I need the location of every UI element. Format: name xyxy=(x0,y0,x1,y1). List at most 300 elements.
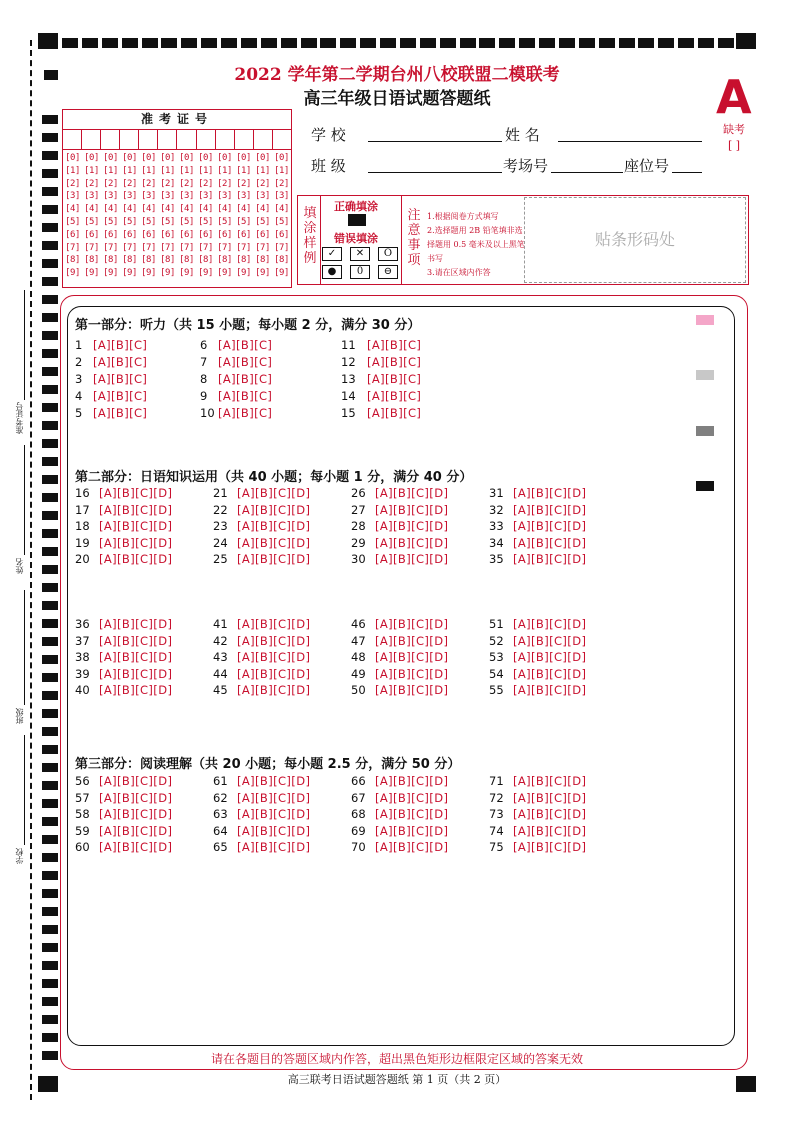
option-bubbles[interactable]: [A][B][C][D] xyxy=(99,617,173,631)
id-digit-bubble[interactable]: [0] xyxy=(141,153,156,163)
question-56[interactable] xyxy=(75,774,172,788)
id-digit-bubble[interactable]: [1] xyxy=(255,165,270,176)
id-digit-bubble[interactable]: [6] xyxy=(122,229,137,240)
question-59[interactable] xyxy=(75,824,172,838)
id-write-cell[interactable] xyxy=(254,130,273,149)
id-digit-bubble[interactable]: [2] xyxy=(84,178,99,189)
id-digit-bubble[interactable]: [0] xyxy=(65,153,80,163)
id-digit-bubble[interactable]: [0] xyxy=(217,153,232,163)
id-digit-bubble[interactable]: [9] xyxy=(122,268,137,279)
question-45[interactable] xyxy=(213,683,310,697)
id-digit-bubble[interactable]: [5] xyxy=(103,216,118,227)
id-digit-bubble[interactable]: [1] xyxy=(141,165,156,176)
option-bubbles[interactable]: [A][B][C][D] xyxy=(99,486,173,500)
id-write-cell[interactable] xyxy=(235,130,254,149)
question-23[interactable] xyxy=(213,519,310,533)
id-digit-bubble[interactable]: [8] xyxy=(274,255,289,266)
id-digit-bubble[interactable]: [2] xyxy=(179,178,194,189)
id-write-cell[interactable] xyxy=(197,130,216,149)
id-digit-bubble[interactable]: [9] xyxy=(255,268,270,279)
option-bubbles[interactable]: [A][B][C][D] xyxy=(375,683,449,698)
question-3[interactable] xyxy=(75,372,147,386)
id-digit-bubble[interactable]: [9] xyxy=(84,268,99,279)
id-digit-bubble[interactable]: [6] xyxy=(141,229,156,240)
question-43[interactable] xyxy=(213,650,310,664)
question-57[interactable] xyxy=(75,791,172,805)
option-bubbles[interactable]: [A][B][C][D] xyxy=(375,552,449,567)
id-digit-bubble[interactable]: [7] xyxy=(84,242,99,253)
option-bubbles[interactable]: [A][B][C][D] xyxy=(99,840,173,855)
id-digit-bubble[interactable]: [2] xyxy=(274,178,289,189)
question-number: 63 xyxy=(213,807,228,822)
id-digit-bubble[interactable]: [0] xyxy=(255,153,270,163)
option-bubbles[interactable]: [A][B][C][D] xyxy=(375,535,449,550)
question-28[interactable] xyxy=(351,519,448,533)
id-digit-bubble[interactable]: [7] xyxy=(141,242,156,253)
id-digit-bubble[interactable]: [3] xyxy=(84,191,99,202)
question-73[interactable] xyxy=(489,807,586,821)
question-26[interactable] xyxy=(351,486,448,500)
id-digit-bubble[interactable]: [9] xyxy=(65,268,80,279)
option-bubbles[interactable]: [A][B][C][D] xyxy=(237,790,311,805)
option-bubbles[interactable]: [A][B][C] xyxy=(93,372,148,386)
option-bubbles[interactable]: [A][B][C][D] xyxy=(237,502,311,517)
id-digit-bubble[interactable]: [3] xyxy=(255,191,270,202)
question-68[interactable] xyxy=(351,807,448,821)
question-32[interactable] xyxy=(489,503,586,517)
question-21[interactable] xyxy=(213,486,310,500)
option-bubbles[interactable]: [A][B][C] xyxy=(218,389,273,403)
id-digit-bubble[interactable]: [3] xyxy=(141,191,156,202)
option-bubbles[interactable]: [A][B][C][D] xyxy=(99,683,173,698)
id-digit-bubble[interactable]: [8] xyxy=(65,255,80,266)
option-bubbles[interactable]: [A][B][C] xyxy=(93,338,148,352)
option-bubbles[interactable]: [A][B][C][D] xyxy=(237,535,311,550)
id-digit-bubble[interactable]: [9] xyxy=(217,268,232,279)
id-digit-bubble[interactable]: [0] xyxy=(84,153,99,163)
question-48[interactable] xyxy=(351,650,448,664)
question-29[interactable] xyxy=(351,536,448,550)
question-12[interactable] xyxy=(341,355,421,369)
id-digit-bubble[interactable]: [2] xyxy=(160,178,175,189)
side-line xyxy=(24,290,25,400)
id-digit-bubble[interactable]: [4] xyxy=(179,204,194,215)
question-39[interactable] xyxy=(75,667,172,681)
option-bubbles[interactable]: [A][B][C][D] xyxy=(513,683,587,698)
id-digit-bubble[interactable]: [4] xyxy=(255,204,270,215)
question-66[interactable] xyxy=(351,774,448,788)
option-bubbles[interactable]: [A][B][C][D] xyxy=(513,823,587,838)
id-digit-bubble[interactable]: [6] xyxy=(84,229,99,240)
option-bubbles[interactable]: [A][B][C][D] xyxy=(237,774,311,788)
option-bubbles[interactable]: [A][B][C][D] xyxy=(237,666,311,681)
id-write-cell[interactable] xyxy=(273,130,291,149)
question-62[interactable] xyxy=(213,791,310,805)
id-digit-bubble[interactable]: [2] xyxy=(217,178,232,189)
option-bubbles[interactable]: [A][B][C][D] xyxy=(375,790,449,805)
id-digit-bubble[interactable]: [5] xyxy=(255,216,270,227)
option-bubbles[interactable]: [A][B][C][D] xyxy=(237,683,311,698)
id-digit-bubble[interactable]: [7] xyxy=(179,242,194,253)
id-digit-bubble[interactable]: [5] xyxy=(160,216,175,227)
id-digit-bubble[interactable]: [8] xyxy=(84,255,99,266)
question-50[interactable] xyxy=(351,683,448,697)
id-digit-bubble[interactable]: [2] xyxy=(103,178,118,189)
exam-id-bubbles[interactable] xyxy=(63,150,291,280)
id-digit-bubble[interactable]: [2] xyxy=(65,178,80,189)
question-7[interactable] xyxy=(200,355,272,369)
id-digit-bubble[interactable]: [2] xyxy=(236,178,251,189)
id-digit-bubble[interactable]: [4] xyxy=(103,204,118,215)
id-digit-bubble[interactable]: [5] xyxy=(236,216,251,227)
id-digit-bubble[interactable]: [1] xyxy=(160,165,175,176)
id-digit-bubble[interactable]: [5] xyxy=(65,216,80,227)
question-30[interactable] xyxy=(351,552,448,566)
id-digit-bubble[interactable]: [8] xyxy=(217,255,232,266)
school-field[interactable] xyxy=(368,140,502,142)
id-digit-bubble[interactable]: [9] xyxy=(141,268,156,279)
option-bubbles[interactable]: [A][B][C][D] xyxy=(237,823,311,838)
id-digit-bubble[interactable]: [0] xyxy=(103,153,118,163)
id-digit-bubble[interactable]: [4] xyxy=(236,204,251,215)
question-34[interactable] xyxy=(489,536,586,550)
option-bubbles[interactable]: [A][B][C][D] xyxy=(237,552,311,567)
id-digit-bubble[interactable]: [3] xyxy=(198,191,213,202)
question-55[interactable] xyxy=(489,683,586,697)
question-53[interactable] xyxy=(489,650,586,664)
id-digit-bubble[interactable]: [8] xyxy=(103,255,118,266)
option-bubbles[interactable]: [A][B][C][D] xyxy=(375,823,449,838)
name-field[interactable] xyxy=(558,140,702,142)
option-bubbles[interactable]: [A][B][C][D] xyxy=(99,823,173,838)
id-digit-bubble[interactable]: [1] xyxy=(122,165,137,176)
id-digit-bubble[interactable]: [8] xyxy=(179,255,194,266)
question-8[interactable] xyxy=(200,372,272,386)
id-digit-bubble[interactable]: [2] xyxy=(255,178,270,189)
id-digit-bubble[interactable]: [7] xyxy=(255,242,270,253)
id-digit-bubble[interactable]: [8] xyxy=(255,255,270,266)
option-bubbles[interactable]: [A][B][C][D] xyxy=(99,666,173,681)
question-14[interactable] xyxy=(341,389,421,403)
option-bubbles[interactable]: [A][B][C][D] xyxy=(237,519,311,534)
question-37[interactable] xyxy=(75,634,172,648)
id-digit-bubble[interactable]: [0] xyxy=(122,153,137,163)
option-bubbles[interactable]: [A][B][C] xyxy=(218,355,273,369)
id-digit-bubble[interactable]: [4] xyxy=(217,204,232,215)
option-bubbles[interactable]: [A][B][C][D] xyxy=(99,807,173,822)
id-digit-bubble[interactable]: [5] xyxy=(141,216,156,227)
question-72[interactable] xyxy=(489,791,586,805)
question-46[interactable] xyxy=(351,617,448,631)
id-digit-bubble[interactable]: [3] xyxy=(217,191,232,202)
option-bubbles[interactable]: [A][B][C][D] xyxy=(375,617,449,631)
question-67[interactable] xyxy=(351,791,448,805)
absent-box[interactable]: [ ] xyxy=(727,139,741,152)
question-36[interactable] xyxy=(75,617,172,631)
option-bubbles[interactable]: [A][B][C][D] xyxy=(375,840,449,855)
option-bubbles[interactable]: [A][B][C][D] xyxy=(513,650,587,665)
class-field[interactable] xyxy=(368,171,502,173)
option-bubbles[interactable]: [A][B][C][D] xyxy=(99,502,173,517)
id-digit-bubble[interactable]: [4] xyxy=(65,204,80,215)
question-33[interactable] xyxy=(489,519,586,533)
question-1[interactable] xyxy=(75,338,147,352)
id-write-cell[interactable] xyxy=(177,130,196,149)
option-bubbles[interactable]: [A][B][C][D] xyxy=(513,486,587,500)
option-bubbles[interactable]: [A][B][C][D] xyxy=(237,650,311,665)
id-digit-bubble[interactable]: [3] xyxy=(122,191,137,202)
id-digit-bubble[interactable]: [3] xyxy=(103,191,118,202)
id-write-cell[interactable] xyxy=(101,130,120,149)
id-write-cell[interactable] xyxy=(120,130,139,149)
id-digit-bubble[interactable]: [1] xyxy=(84,165,99,176)
id-digit-bubble[interactable]: [1] xyxy=(65,165,80,176)
question-18[interactable] xyxy=(75,519,172,533)
id-digit-bubble[interactable]: [6] xyxy=(255,229,270,240)
option-bubbles[interactable]: [A][B][C] xyxy=(367,406,422,420)
option-bubbles[interactable]: [A][B][C][D] xyxy=(375,519,449,534)
question-42[interactable] xyxy=(213,634,310,648)
id-digit-bubble[interactable]: [6] xyxy=(236,229,251,240)
question-20[interactable] xyxy=(75,552,172,566)
question-6[interactable] xyxy=(200,338,272,352)
option-bubbles[interactable]: [A][B][C][D] xyxy=(99,790,173,805)
id-digit-bubble[interactable]: [1] xyxy=(103,165,118,176)
seat-field[interactable] xyxy=(672,171,702,173)
absent-mark[interactable] xyxy=(714,122,754,154)
timing-mark xyxy=(42,925,58,934)
question-65[interactable] xyxy=(213,840,310,854)
question-40[interactable] xyxy=(75,683,172,697)
id-digit-bubble[interactable]: [7] xyxy=(198,242,213,253)
question-61[interactable] xyxy=(213,774,310,788)
question-47[interactable] xyxy=(351,634,448,648)
id-digit-bubble[interactable]: [2] xyxy=(122,178,137,189)
id-digit-bubble[interactable]: [5] xyxy=(198,216,213,227)
id-digit-bubble[interactable]: [1] xyxy=(179,165,194,176)
question-17[interactable] xyxy=(75,503,172,517)
option-bubbles[interactable]: [A][B][C][D] xyxy=(375,650,449,665)
option-bubbles[interactable]: [A][B][C][D] xyxy=(513,617,587,631)
exam-room-field[interactable] xyxy=(551,171,623,173)
id-digit-bubble[interactable]: [2] xyxy=(141,178,156,189)
id-write-cell[interactable] xyxy=(158,130,177,149)
id-digit-bubble[interactable]: [1] xyxy=(274,165,289,176)
id-digit-bubble[interactable]: [8] xyxy=(198,255,213,266)
id-digit-bubble[interactable]: [8] xyxy=(160,255,175,266)
question-44[interactable] xyxy=(213,667,310,681)
option-bubbles[interactable]: [A][B][C] xyxy=(218,406,273,420)
question-51[interactable] xyxy=(489,617,586,631)
option-bubbles[interactable]: [A][B][C] xyxy=(93,406,148,420)
id-digit-bubble[interactable]: [6] xyxy=(103,229,118,240)
question-5[interactable] xyxy=(75,406,147,420)
option-bubbles[interactable]: [A][B][C] xyxy=(218,338,273,352)
id-digit-bubble[interactable]: [9] xyxy=(274,268,289,279)
option-bubbles[interactable]: [A][B][C][D] xyxy=(513,840,587,855)
option-bubbles[interactable]: [A][B][C][D] xyxy=(237,617,311,631)
id-digit-bubble[interactable]: [3] xyxy=(179,191,194,202)
id-digit-bubble[interactable]: [5] xyxy=(217,216,232,227)
option-bubbles[interactable]: [A][B][C][D] xyxy=(513,666,587,681)
option-bubbles[interactable]: [A][B][C] xyxy=(367,372,422,386)
question-58[interactable] xyxy=(75,807,172,821)
question-4[interactable] xyxy=(75,389,147,403)
id-digit-bubble[interactable]: [6] xyxy=(198,229,213,240)
id-digit-bubble[interactable]: [8] xyxy=(141,255,156,266)
option-bubbles[interactable]: [A][B][C] xyxy=(93,389,148,403)
question-70[interactable] xyxy=(351,840,448,854)
option-bubbles[interactable]: [A][B][C][D] xyxy=(99,535,173,550)
question-9[interactable] xyxy=(200,389,272,403)
question-54[interactable] xyxy=(489,667,586,681)
id-digit-bubble[interactable]: [6] xyxy=(274,229,289,240)
id-digit-bubble[interactable]: [3] xyxy=(65,191,80,202)
option-bubbles[interactable]: [A][B][C][D] xyxy=(375,486,449,500)
id-digit-bubble[interactable]: [6] xyxy=(65,229,80,240)
option-bubbles[interactable]: [A][B][C] xyxy=(367,338,422,352)
id-digit-bubble[interactable]: [9] xyxy=(103,268,118,279)
option-bubbles[interactable]: [A][B][C][D] xyxy=(99,650,173,665)
option-bubbles[interactable]: [A][B][C] xyxy=(367,389,422,403)
id-digit-bubble[interactable]: [4] xyxy=(198,204,213,215)
question-number: 42 xyxy=(213,633,228,648)
id-digit-bubble[interactable]: [5] xyxy=(274,216,289,227)
question-25[interactable] xyxy=(213,552,310,566)
question-19[interactable] xyxy=(75,536,172,550)
option-bubbles[interactable]: [A][B][C] xyxy=(367,355,422,369)
id-write-cell[interactable] xyxy=(216,130,235,149)
option-bubbles[interactable]: [A][B][C][D] xyxy=(237,633,311,648)
question-24[interactable] xyxy=(213,536,310,550)
id-digit-bubble[interactable]: [8] xyxy=(122,255,137,266)
option-bubbles[interactable]: [A][B][C][D] xyxy=(375,666,449,681)
left-timing-marks xyxy=(42,115,58,1069)
question-60[interactable] xyxy=(75,840,172,854)
question-27[interactable] xyxy=(351,503,448,517)
question-10[interactable] xyxy=(200,406,272,420)
option-bubbles[interactable]: [A][B][C][D] xyxy=(237,807,311,822)
question-number: 34 xyxy=(489,535,504,550)
option-bubbles[interactable]: [A][B][C] xyxy=(218,372,273,386)
id-digit-bubble[interactable]: [0] xyxy=(179,153,194,163)
question-75[interactable] xyxy=(489,840,586,854)
option-bubbles[interactable]: [A][B][C][D] xyxy=(375,502,449,517)
option-bubbles[interactable]: [A][B][C][D] xyxy=(375,633,449,648)
id-digit-bubble[interactable]: [3] xyxy=(160,191,175,202)
id-digit-bubble[interactable]: [2] xyxy=(198,178,213,189)
id-digit-bubble[interactable]: [0] xyxy=(236,153,251,163)
question-69[interactable] xyxy=(351,824,448,838)
option-bubbles[interactable]: [A][B][C][D] xyxy=(513,633,587,648)
id-digit-bubble[interactable]: [0] xyxy=(274,153,289,163)
id-digit-bubble[interactable]: [9] xyxy=(160,268,175,279)
question-52[interactable] xyxy=(489,634,586,648)
option-bubbles[interactable]: [A][B][C][D] xyxy=(237,840,311,855)
question-41[interactable] xyxy=(213,617,310,631)
question-64[interactable] xyxy=(213,824,310,838)
id-digit-bubble[interactable]: [5] xyxy=(84,216,99,227)
id-digit-bubble[interactable]: [6] xyxy=(160,229,175,240)
question-number: 54 xyxy=(489,666,504,681)
question-31[interactable] xyxy=(489,486,586,500)
timing-mark xyxy=(42,187,58,196)
id-digit-bubble[interactable]: [4] xyxy=(274,204,289,215)
option-bubbles[interactable]: [A][B][C][D] xyxy=(375,774,449,788)
id-digit-bubble[interactable]: [9] xyxy=(198,268,213,279)
id-column xyxy=(215,152,234,280)
id-digit-bubble[interactable]: [7] xyxy=(217,242,232,253)
question-71[interactable] xyxy=(489,774,586,788)
option-bubbles[interactable]: [A][B][C][D] xyxy=(513,519,587,534)
option-bubbles[interactable]: [A][B][C] xyxy=(93,355,148,369)
option-bubbles[interactable]: [A][B][C][D] xyxy=(513,502,587,517)
id-digit-bubble[interactable]: [7] xyxy=(274,242,289,253)
id-digit-bubble[interactable]: [5] xyxy=(179,216,194,227)
question-15[interactable] xyxy=(341,406,421,420)
id-digit-bubble[interactable]: [8] xyxy=(236,255,251,266)
question-22[interactable] xyxy=(213,503,310,517)
question-38[interactable] xyxy=(75,650,172,664)
id-digit-bubble[interactable]: [3] xyxy=(274,191,289,202)
id-digit-bubble[interactable]: [1] xyxy=(198,165,213,176)
id-digit-bubble[interactable]: [7] xyxy=(103,242,118,253)
option-bubbles[interactable]: [A][B][C][D] xyxy=(513,774,587,788)
option-bubbles[interactable]: [A][B][C][D] xyxy=(237,486,311,500)
option-bubbles[interactable]: [A][B][C][D] xyxy=(375,807,449,822)
id-digit-bubble[interactable]: [1] xyxy=(217,165,232,176)
option-bubbles[interactable]: [A][B][C][D] xyxy=(99,774,173,788)
option-bubbles[interactable]: [A][B][C][D] xyxy=(99,633,173,648)
id-write-cell[interactable] xyxy=(63,130,82,149)
exam-id-write-row[interactable] xyxy=(63,130,291,150)
id-digit-bubble[interactable]: [4] xyxy=(160,204,175,215)
option-bubbles[interactable]: [A][B][C][D] xyxy=(513,790,587,805)
id-digit-bubble[interactable]: [0] xyxy=(198,153,213,163)
id-digit-bubble[interactable]: [3] xyxy=(236,191,251,202)
question-11[interactable] xyxy=(341,338,421,352)
id-digit-bubble[interactable]: [4] xyxy=(84,204,99,215)
id-digit-bubble[interactable]: [7] xyxy=(65,242,80,253)
question-16[interactable] xyxy=(75,486,172,500)
question-74[interactable] xyxy=(489,824,586,838)
id-digit-bubble[interactable]: [0] xyxy=(160,153,175,163)
id-digit-bubble[interactable]: [6] xyxy=(217,229,232,240)
id-digit-bubble[interactable]: [9] xyxy=(236,268,251,279)
option-bubbles[interactable]: [A][B][C][D] xyxy=(99,519,173,534)
id-digit-bubble[interactable]: [1] xyxy=(236,165,251,176)
option-bubbles[interactable]: [A][B][C][D] xyxy=(513,552,587,567)
question-2[interactable] xyxy=(75,355,147,369)
id-digit-bubble[interactable]: [4] xyxy=(122,204,137,215)
option-bubbles[interactable]: [A][B][C][D] xyxy=(99,552,173,567)
id-digit-bubble[interactable]: [7] xyxy=(160,242,175,253)
id-write-cell[interactable] xyxy=(139,130,158,149)
question-35[interactable] xyxy=(489,552,586,566)
id-digit-bubble[interactable]: [6] xyxy=(179,229,194,240)
id-digit-bubble[interactable]: [9] xyxy=(179,268,194,279)
id-digit-bubble[interactable]: [5] xyxy=(122,216,137,227)
question-13[interactable] xyxy=(341,372,421,386)
id-write-cell[interactable] xyxy=(82,130,101,149)
option-bubbles[interactable]: [A][B][C][D] xyxy=(513,807,587,822)
id-digit-bubble[interactable]: [7] xyxy=(122,242,137,253)
question-63[interactable] xyxy=(213,807,310,821)
id-digit-bubble[interactable]: [7] xyxy=(236,242,251,253)
option-bubbles[interactable]: [A][B][C][D] xyxy=(513,535,587,550)
question-49[interactable] xyxy=(351,667,448,681)
id-digit-bubble[interactable]: [4] xyxy=(141,204,156,215)
